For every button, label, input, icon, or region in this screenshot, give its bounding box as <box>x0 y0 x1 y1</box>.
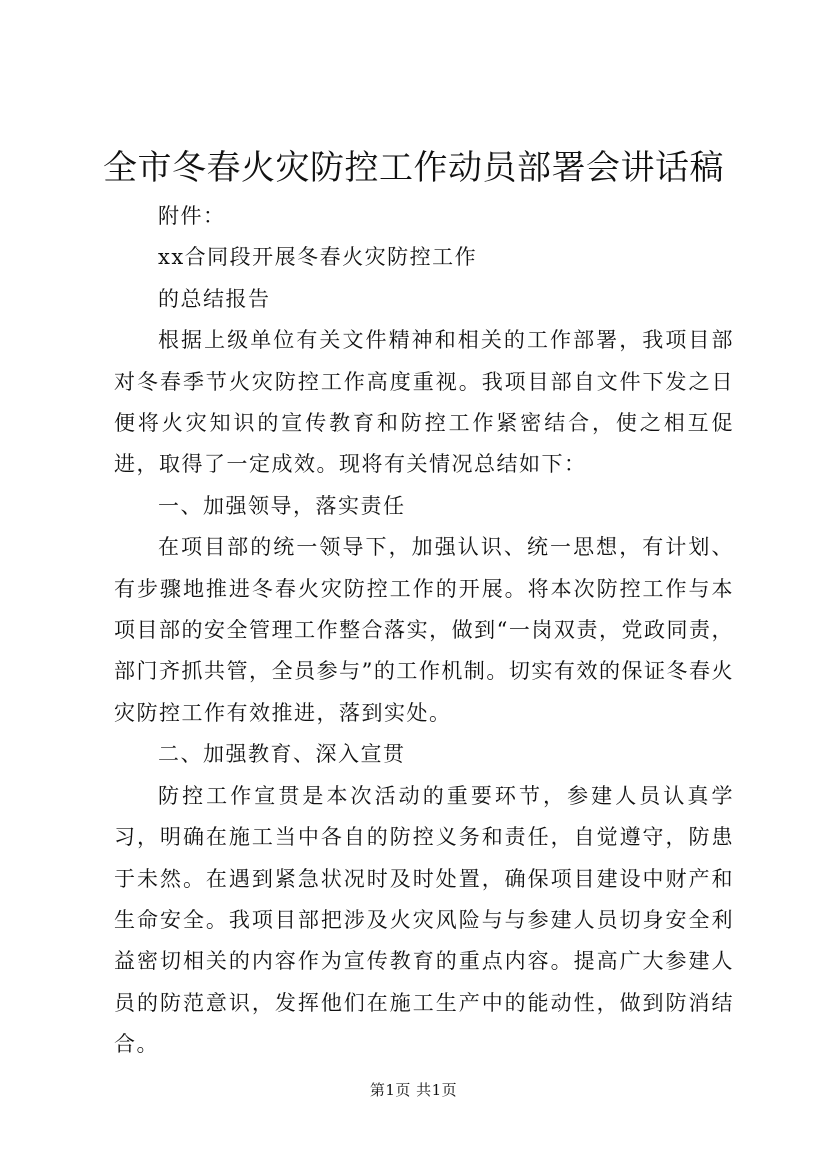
report-subject-line-2: 的总结报告 <box>158 286 271 311</box>
document-title: 全市冬春火灾防控工作动员部署会讲话稿 <box>103 148 724 188</box>
attachment-label: 附件： <box>158 204 226 228</box>
section-paragraph-1: 在项目部的统一领导下，加强认识、统一思想，有计划、有步骤地推进冬春火灾防控工作的开展。将本次防控工作与本项目部的安全管理工作整合落实，做到“一岗双责，党政同责，部门齐抓共管，全员参与”的工作机制。切实有效的保证冬春火灾防控工作有效推进，落到实处。 <box>114 535 734 725</box>
section-heading-1: 一、加强领导，落实责任 <box>158 493 406 518</box>
document-body <box>114 196 734 1066</box>
section-paragraph-2: 防控工作宣贯是本次活动的重要环节，参建人员认真学习，明确在施工当中各自的防控义务和责任，自觉遵守，防患于未然。在遇到紧急状况时及时处置，确保项目建设中财产和生命安全。我项目部把涉及火灾风险与与参建人员切身安全利益密切相关的内容作为宣传教育的重点内容。提高广大参建人员的防范意识，发挥他们在施工生产中的能动性，做到防消结合。 <box>114 783 734 1057</box>
report-subject-line-1: xx合同段开展冬春火灾防控工作 <box>158 245 478 270</box>
intro-paragraph: 根据上级单位有关文件精神和相关的工作部署，我项目部对冬春季节火灾防控工作高度重视。我项目部自文件下发之日便将火灾知识的宣传教育和防控工作紧密结合，使之相互促进，取得了一定成效。现将有关情况总结如下： <box>114 328 734 477</box>
page-footer: 第1页 共1页 <box>369 1081 458 1099</box>
section-heading-2: 二、加强教育、深入宣贯 <box>158 742 406 767</box>
